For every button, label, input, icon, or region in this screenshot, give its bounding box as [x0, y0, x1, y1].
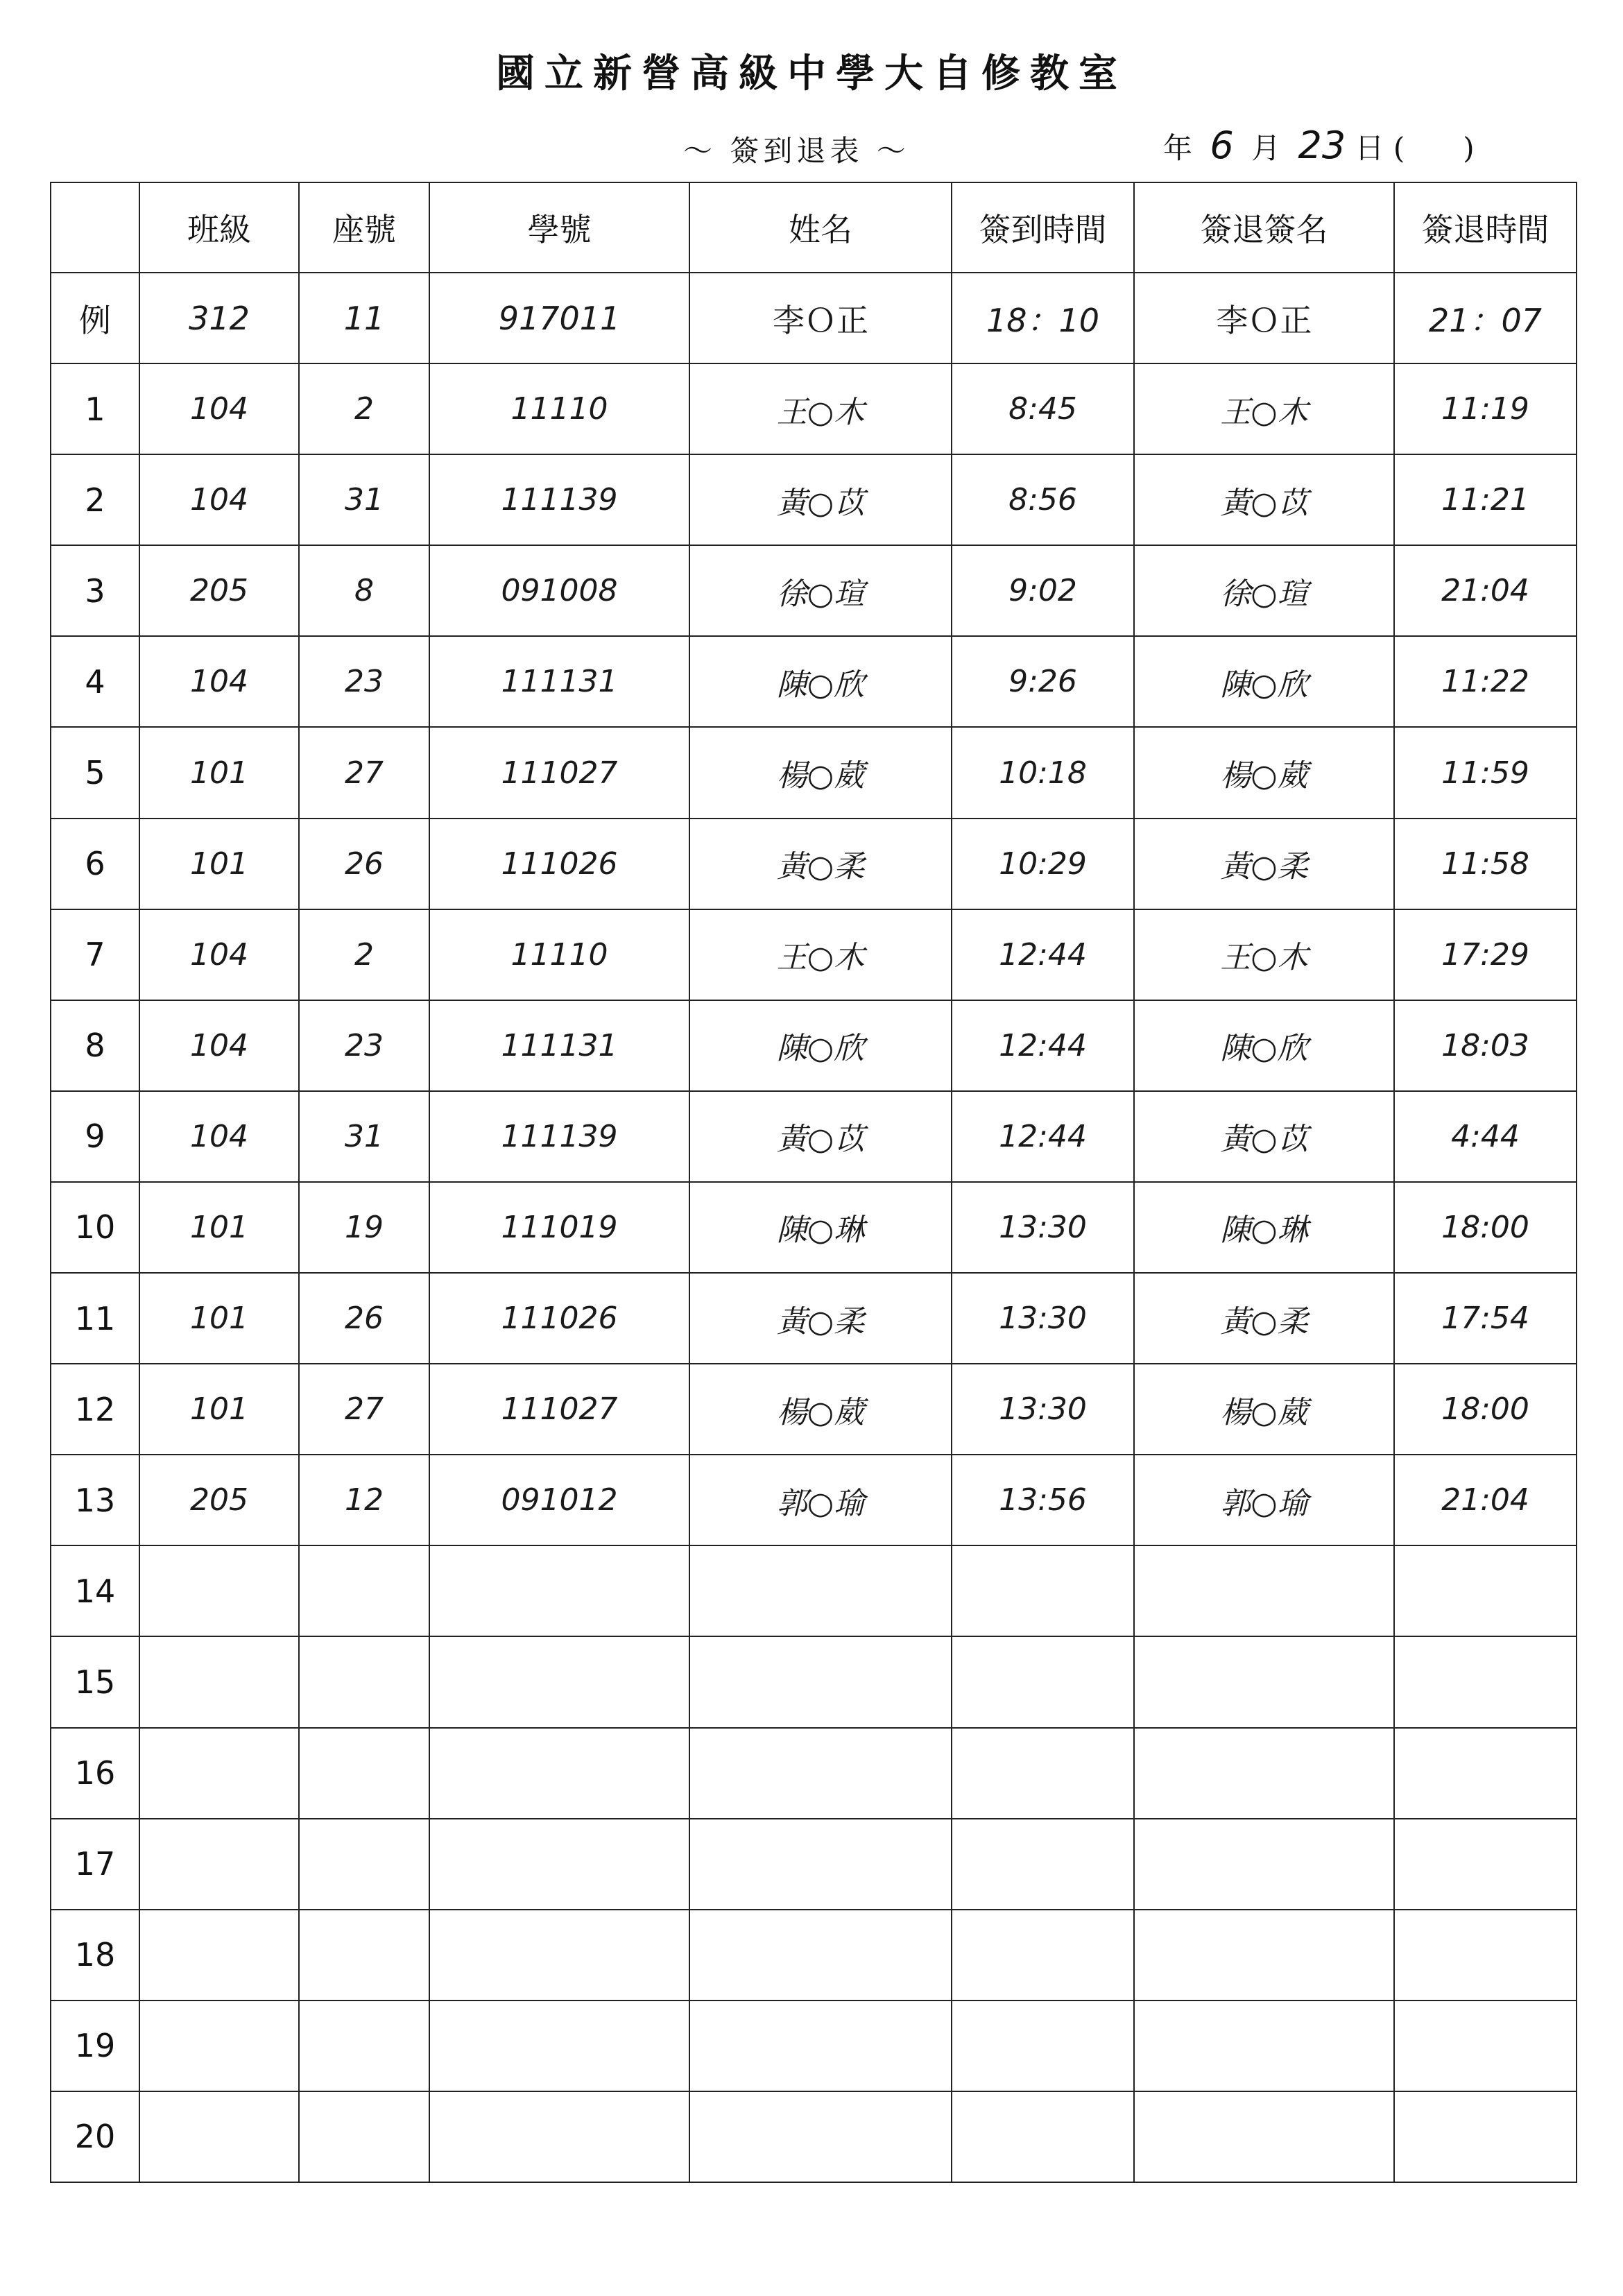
- sign-in-time-cell: 13:30: [952, 1273, 1134, 1364]
- header-student-id: 學號: [429, 182, 689, 273]
- student-id-cell: [429, 1819, 689, 1910]
- student-id-cell: [429, 1728, 689, 1819]
- student-id-cell: [429, 1636, 689, 1727]
- sign-out-time-cell: 11:59: [1394, 727, 1577, 818]
- sign-out-time-cell: 21:04: [1394, 545, 1577, 636]
- table-row: [51, 1000, 1577, 1091]
- seat-cell: 2: [299, 363, 429, 454]
- table-row: [51, 1273, 1577, 1364]
- seat-cell: [299, 1728, 429, 1819]
- name-cell: [689, 1728, 952, 1819]
- example-id: 917011: [429, 273, 689, 363]
- sign-out-time-cell: [1394, 2091, 1577, 2182]
- row-number: 2: [51, 454, 139, 545]
- row-number: 17: [51, 1819, 139, 1910]
- name-cell: 黃○苡: [689, 1091, 952, 1182]
- example-name: 李Ｏ正: [689, 273, 952, 363]
- example-out: 21：07: [1394, 273, 1577, 363]
- sign-out-time-cell: 11:19: [1394, 363, 1577, 454]
- name-cell: 徐○瑄: [689, 545, 952, 636]
- class-cell: 205: [139, 1455, 299, 1545]
- name-cell: [689, 2091, 952, 2182]
- class-cell: [139, 1910, 299, 2001]
- sign-in-time-cell: [952, 1728, 1134, 1819]
- sign-out-time-cell: 11:22: [1394, 636, 1577, 727]
- sign-out-signature-cell: 郭○瑜: [1134, 1455, 1394, 1545]
- sign-out-signature-cell: 楊○葳: [1134, 727, 1394, 818]
- sign-out-signature-cell: [1134, 1545, 1394, 1636]
- student-id-cell: 111139: [429, 1091, 689, 1182]
- row-number: 18: [51, 1910, 139, 2001]
- name-cell: 黃○柔: [689, 819, 952, 909]
- sign-in-time-cell: [952, 1819, 1134, 1910]
- sign-out-time-cell: 17:29: [1394, 909, 1577, 1000]
- header-class: 班級: [139, 182, 299, 273]
- sign-in-time-cell: [952, 1545, 1134, 1636]
- example-seat: 11: [299, 273, 429, 363]
- seat-cell: 2: [299, 909, 429, 1000]
- class-cell: 104: [139, 454, 299, 545]
- sign-out-signature-cell: 楊○葳: [1134, 1364, 1394, 1455]
- name-cell: 楊○葳: [689, 727, 952, 818]
- sign-out-signature-cell: [1134, 2091, 1394, 2182]
- example-label: 例: [51, 273, 139, 363]
- row-number: 10: [51, 1182, 139, 1273]
- table-row: [51, 1455, 1577, 1545]
- day-label: 日: [1355, 131, 1384, 165]
- table-row: [51, 545, 1577, 636]
- table-row: [51, 2091, 1577, 2182]
- sign-out-signature-cell: 陳○欣: [1134, 1000, 1394, 1091]
- class-cell: 205: [139, 545, 299, 636]
- name-cell: [689, 1819, 952, 1910]
- sign-out-time-cell: 18:03: [1394, 1000, 1577, 1091]
- sheet-subtitle: ～ 簽到退表 ～: [683, 134, 910, 168]
- row-number: 5: [51, 727, 139, 818]
- seat-cell: 26: [299, 819, 429, 909]
- sign-out-time-cell: 4:44: [1394, 1091, 1577, 1182]
- sign-out-signature-cell: 王○木: [1134, 363, 1394, 454]
- seat-cell: 31: [299, 1091, 429, 1182]
- seat-cell: [299, 2091, 429, 2182]
- sign-in-time-cell: 13:30: [952, 1182, 1134, 1273]
- example-in: 18：10: [952, 273, 1134, 363]
- student-id-cell: 11110: [429, 909, 689, 1000]
- student-id-cell: 111026: [429, 1273, 689, 1364]
- sign-in-time-cell: 12:44: [952, 1091, 1134, 1182]
- student-id-cell: 091008: [429, 545, 689, 636]
- sign-out-time-cell: 11:21: [1394, 454, 1577, 545]
- name-cell: 陳○琳: [689, 1182, 952, 1273]
- name-cell: 楊○葳: [689, 1364, 952, 1455]
- table-row: [51, 1545, 1577, 1636]
- header-sign-in-time: 簽到時間: [952, 182, 1134, 273]
- student-id-cell: 111131: [429, 636, 689, 727]
- student-id-cell: [429, 2091, 689, 2182]
- row-number: 9: [51, 1091, 139, 1182]
- row-number: 1: [51, 363, 139, 454]
- sign-out-signature-cell: 陳○欣: [1134, 636, 1394, 727]
- class-cell: [139, 1545, 299, 1636]
- student-id-cell: 111027: [429, 727, 689, 818]
- class-cell: 101: [139, 1364, 299, 1455]
- class-cell: 101: [139, 1182, 299, 1273]
- row-number: 8: [51, 1000, 139, 1091]
- sign-out-signature-cell: 黃○柔: [1134, 1273, 1394, 1364]
- sign-in-time-cell: 12:44: [952, 1000, 1134, 1091]
- student-id-cell: [429, 1545, 689, 1636]
- table-row: [51, 1910, 1577, 2001]
- sign-out-signature-cell: [1134, 1910, 1394, 2001]
- seat-cell: 27: [299, 1364, 429, 1455]
- sign-out-signature-cell: 黃○苡: [1134, 1091, 1394, 1182]
- name-cell: [689, 1545, 952, 1636]
- sign-out-signature-cell: 黃○苡: [1134, 454, 1394, 545]
- name-cell: 陳○欣: [689, 636, 952, 727]
- table-row: [51, 636, 1577, 727]
- table-row: [51, 1636, 1577, 1727]
- class-cell: [139, 1819, 299, 1910]
- row-number: 12: [51, 1364, 139, 1455]
- seat-cell: [299, 1636, 429, 1727]
- class-cell: 104: [139, 636, 299, 727]
- student-id-cell: 111019: [429, 1182, 689, 1273]
- row-number: 6: [51, 819, 139, 909]
- sign-out-signature-cell: 王○木: [1134, 909, 1394, 1000]
- row-number: 20: [51, 2091, 139, 2182]
- row-number: 3: [51, 545, 139, 636]
- sign-in-time-cell: 13:30: [952, 1364, 1134, 1455]
- sign-in-time-cell: 10:29: [952, 819, 1134, 909]
- sign-out-signature-cell: 陳○琳: [1134, 1182, 1394, 1273]
- sign-in-time-cell: 13:56: [952, 1455, 1134, 1545]
- sheet-title: 國立新營高級中學大自修教室: [496, 51, 1127, 96]
- class-cell: 104: [139, 1091, 299, 1182]
- day-value: 23: [1298, 123, 1346, 167]
- sign-in-time-cell: [952, 2001, 1134, 2091]
- example-row: [51, 273, 1577, 363]
- sign-out-time-cell: 17:54: [1394, 1273, 1577, 1364]
- example-sign: 李Ｏ正: [1134, 273, 1394, 363]
- sign-in-time-cell: 8:45: [952, 363, 1134, 454]
- sign-in-table: [50, 182, 1577, 2183]
- row-number: 14: [51, 1545, 139, 1636]
- class-cell: [139, 1728, 299, 1819]
- table-row: [51, 1364, 1577, 1455]
- class-cell: [139, 1636, 299, 1727]
- seat-cell: 19: [299, 1182, 429, 1273]
- seat-cell: 8: [299, 545, 429, 636]
- student-id-cell: [429, 2001, 689, 2091]
- header-blank: [51, 182, 139, 273]
- year-label: 年: [1163, 131, 1193, 165]
- table-row: [51, 727, 1577, 818]
- header-sign-out-time: 簽退時間: [1394, 182, 1577, 273]
- example-class: 312: [139, 273, 299, 363]
- student-id-cell: 111026: [429, 819, 689, 909]
- sign-in-time-cell: 8:56: [952, 454, 1134, 545]
- class-cell: 104: [139, 363, 299, 454]
- student-id-cell: 091012: [429, 1455, 689, 1545]
- name-cell: [689, 1910, 952, 2001]
- row-number: 4: [51, 636, 139, 727]
- sign-in-time-cell: [952, 1636, 1134, 1727]
- sign-out-time-cell: 21:04: [1394, 1455, 1577, 1545]
- name-cell: 王○木: [689, 909, 952, 1000]
- table-row: [51, 2001, 1577, 2091]
- seat-cell: 31: [299, 454, 429, 545]
- class-cell: [139, 2001, 299, 2091]
- row-number: 19: [51, 2001, 139, 2091]
- table-row: [51, 909, 1577, 1000]
- class-cell: 104: [139, 909, 299, 1000]
- table-row: [51, 1819, 1577, 1910]
- sign-out-time-cell: 18:00: [1394, 1364, 1577, 1455]
- month-value: 6: [1210, 123, 1234, 167]
- student-id-cell: [429, 1910, 689, 2001]
- name-cell: 黃○苡: [689, 454, 952, 545]
- seat-cell: [299, 1819, 429, 1910]
- seat-cell: 26: [299, 1273, 429, 1364]
- sign-out-time-cell: [1394, 1636, 1577, 1727]
- sign-out-time-cell: 18:00: [1394, 1182, 1577, 1273]
- sign-in-time-cell: 10:18: [952, 727, 1134, 818]
- seat-cell: 23: [299, 1000, 429, 1091]
- table-row: [51, 1091, 1577, 1182]
- name-cell: [689, 1636, 952, 1727]
- name-cell: 王○木: [689, 363, 952, 454]
- name-cell: 陳○欣: [689, 1000, 952, 1091]
- seat-cell: 23: [299, 636, 429, 727]
- sign-out-signature-cell: 徐○瑄: [1134, 545, 1394, 636]
- seat-cell: 12: [299, 1455, 429, 1545]
- weekday-value: ( ): [1393, 131, 1475, 165]
- header-sign-out-signature: 簽退簽名: [1134, 182, 1394, 273]
- date-line: [1155, 123, 1475, 167]
- name-cell: 郭○瑜: [689, 1455, 952, 1545]
- sign-out-time-cell: [1394, 1728, 1577, 1819]
- sign-in-time-cell: [952, 1910, 1134, 2001]
- row-number: 11: [51, 1273, 139, 1364]
- class-cell: 104: [139, 1000, 299, 1091]
- sign-in-time-cell: 9:26: [952, 636, 1134, 727]
- row-number: 16: [51, 1728, 139, 1819]
- row-number: 13: [51, 1455, 139, 1545]
- student-id-cell: 111131: [429, 1000, 689, 1091]
- sign-out-time-cell: [1394, 1819, 1577, 1910]
- student-id-cell: 111139: [429, 454, 689, 545]
- header-row: [51, 182, 1577, 273]
- student-id-cell: 11110: [429, 363, 689, 454]
- table-row: [51, 1182, 1577, 1273]
- row-number: 15: [51, 1636, 139, 1727]
- sign-out-time-cell: 11:58: [1394, 819, 1577, 909]
- sign-out-signature-cell: [1134, 1819, 1394, 1910]
- seat-cell: [299, 2001, 429, 2091]
- header-name: 姓名: [689, 182, 952, 273]
- table-row: [51, 819, 1577, 909]
- seat-cell: [299, 1910, 429, 2001]
- sign-out-signature-cell: [1134, 1728, 1394, 1819]
- seat-cell: 27: [299, 727, 429, 818]
- sign-in-time-cell: [952, 2091, 1134, 2182]
- sign-out-time-cell: [1394, 2001, 1577, 2091]
- table-row: [51, 1728, 1577, 1819]
- class-cell: 101: [139, 819, 299, 909]
- seat-cell: [299, 1545, 429, 1636]
- sign-out-signature-cell: [1134, 2001, 1394, 2091]
- sign-out-signature-cell: [1134, 1636, 1394, 1727]
- sign-in-time-cell: 12:44: [952, 909, 1134, 1000]
- table-row: [51, 454, 1577, 545]
- class-cell: [139, 2091, 299, 2182]
- sign-out-signature-cell: 黃○柔: [1134, 819, 1394, 909]
- name-cell: 黃○柔: [689, 1273, 952, 1364]
- student-id-cell: 111027: [429, 1364, 689, 1455]
- sign-out-time-cell: [1394, 1910, 1577, 2001]
- header-seat: 座號: [299, 182, 429, 273]
- class-cell: 101: [139, 1273, 299, 1364]
- month-label: 月: [1251, 131, 1281, 165]
- row-number: 7: [51, 909, 139, 1000]
- name-cell: [689, 2001, 952, 2091]
- table-row: [51, 363, 1577, 454]
- sign-in-time-cell: 9:02: [952, 545, 1134, 636]
- sign-out-time-cell: [1394, 1545, 1577, 1636]
- class-cell: 101: [139, 727, 299, 818]
